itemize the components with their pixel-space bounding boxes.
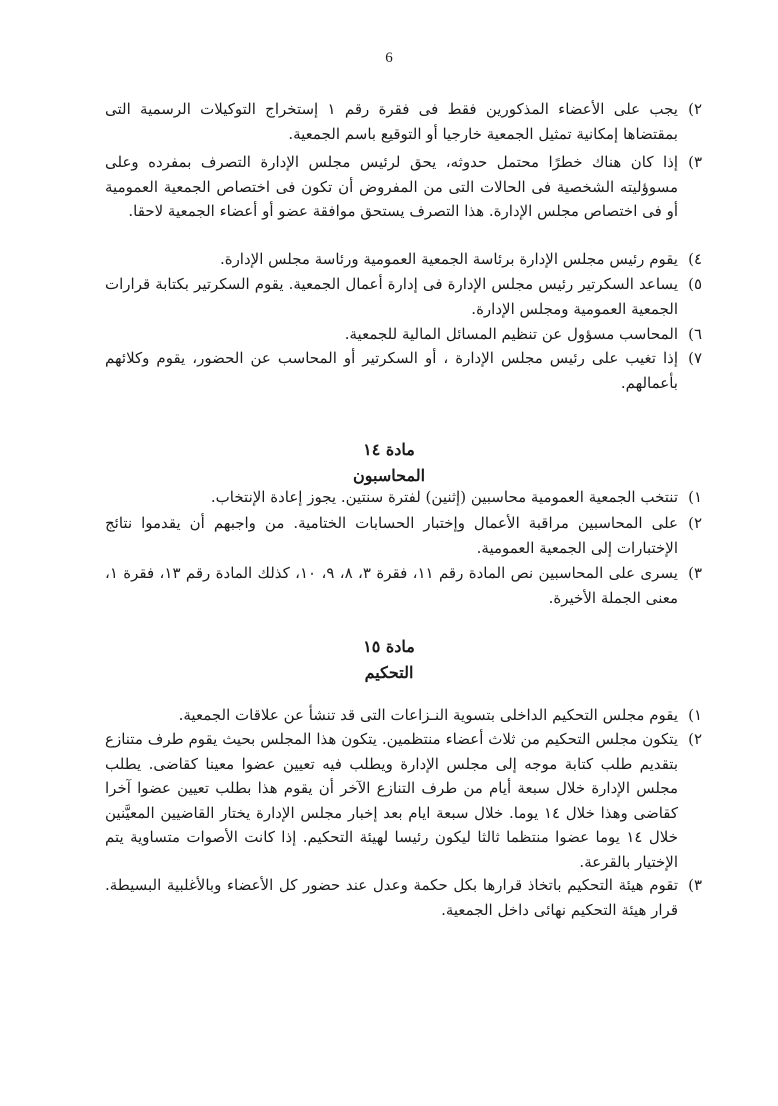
- article14-paragraph: على المحاسبين مراقبة الأعمال وإختبار الحسابات الختامية. من واجبهم أن يقدموا نتائج الإختبارات إلى الجمعية العمومية.: [105, 514, 678, 557]
- article13-paragraph: إذا كان هناك خطرًا محتمل حدوثه، يحق لرئيس مجلس الإدارة التصرف بمفرده وعلى مسوؤليته الشخصية فى الحالات التى من المفروض أن تكون فى اختصاص الجمعية العمومية أو فى اختصاص مجلس الإدارة. هذا التصرف يستحق موافقة عضو أو أعضاء الجمعية لاحقا.: [105, 153, 678, 220]
- article14-subtitle: المحاسبون: [352, 466, 426, 485]
- article15-paragraph: يقوم مجلس التحكيم الداخلى بتسوية النـزاعات التى قد تنشأ عن علاقات الجمعية.: [178, 706, 678, 724]
- item-number: ٥): [688, 275, 702, 293]
- item-number: ٧): [688, 349, 702, 367]
- item-number: ٤): [688, 250, 702, 268]
- item-number: ٣): [688, 564, 702, 582]
- page-number: 6: [385, 50, 393, 66]
- article15-title: مادة ١٥: [363, 637, 415, 656]
- article15-paragraph: تقوم هيئة التحكيم باتخاذ قرارها بكل حكمة وعدل عند حضور كل الأعضاء وبالأغلبية البسيطة. قرار هيئة التحكيم نهائى داخل الجمعية.: [105, 876, 678, 919]
- item-number: ١): [688, 706, 702, 724]
- article14-paragraph: تنتخب الجمعية العمومية محاسبين (إثنين) لفترة سنتين. يجوز إعادة الإنتخاب.: [210, 488, 678, 506]
- item-number: ٢): [688, 100, 702, 118]
- article13-paragraph: يساعد السكرتير رئيس مجلس الإدارة فى إدارة أعمال الجمعية. يقوم السكرتير بكتابة قرارات الجمعية العمومية ومجلس الإدارة.: [105, 275, 678, 318]
- item-number: ٦): [688, 325, 702, 343]
- article13-paragraph: إذا تغيب على رئيس مجلس الإدارة ، أو السكرتير أو المحاسب عن الحضور، يقوم وكلائهم بأعمالهم.: [105, 349, 678, 392]
- article13-paragraph: يجب على الأعضاء المذكورين فقط فى فقرة رقم ١ إستخراج التوكيلات الرسمية التى بمقتضاها إمكانية تمثيل الجمعية خارجيا أو التوقيع باسم الجمعية.: [105, 100, 678, 143]
- article13-paragraph: يقوم رئيس مجلس الإدارة برئاسة الجمعية العمومية ورئاسة مجلس الإدارة.: [219, 250, 678, 268]
- article13-paragraph: المحاسب مسؤول عن تنظيم المسائل المالية للجمعية.: [344, 325, 678, 343]
- item-number: ١): [688, 488, 702, 506]
- item-number: ٢): [688, 730, 702, 748]
- article14-title: مادة ١٤: [363, 440, 415, 459]
- item-number: ٣): [688, 153, 702, 171]
- article15-subtitle: التحكيم: [364, 663, 414, 682]
- item-number: ٢): [688, 514, 702, 532]
- article15-paragraph: يتكون مجلس التحكيم من ثلاث أعضاء منتظمين. يتكون هذا المجلس بحيث يقوم طرف متنازع بتقديم طلب كتابة موجه إلى مجلس الإدارة ويطلب فيه تعيين عضوا معينا كقاضى. يطلب مجلس الإدارة خلال سبعة أيام من طرف التنازع الآخر أن يقوم هذا بطلب تعيين عضوا آخرا كقاضى وهذا خلال ١٤ يوما. خلال سبعة ايام بعد إخبار مجلس الإدارة يختار القاضيين المعيَّنين خلال ١٤ يوما عضوا منتظما ثالثا ليكون رئيسا لهيئة التحكيم. إذا كانت الأصوات متساوية يتم الإختيار بالقرعة.: [105, 730, 679, 871]
- item-number: ٣): [688, 876, 702, 894]
- article14-paragraph: يسرى على المحاسبين نص المادة رقم ١١، فقرة ٣، ٨، ٩، ١٠، كذلك المادة رقم ١٣، فقرة ١، معنى الجملة الأخيرة.: [105, 564, 678, 607]
